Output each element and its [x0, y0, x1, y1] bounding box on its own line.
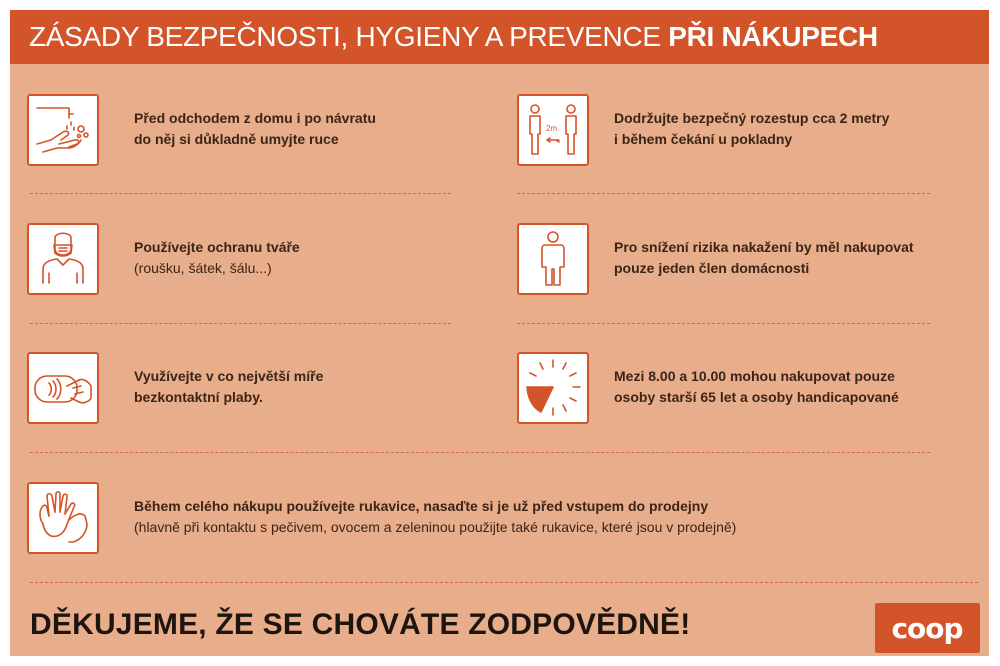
svg-text:coop: coop [891, 612, 963, 645]
svg-text:2m: 2m [546, 124, 558, 133]
thank-you-message: DĚKUJEME, ŽE SE CHOVÁTE ZODPOVĚDNĚ! [30, 608, 691, 641]
rule-text: Dodržujte bezpečný rozestup cca 2 metry i během čekání u pokladny [614, 110, 890, 147]
coop-logo [875, 603, 980, 653]
title-bold: PŘI NÁKUPECH [668, 21, 878, 52]
gloves-icon [27, 482, 99, 554]
divider [30, 323, 451, 324]
divider [517, 193, 930, 194]
divider [30, 193, 451, 194]
rule-text: Využívejte v co největší míře bezkontaktní plaby. [134, 368, 324, 405]
face-mask-icon [27, 223, 99, 295]
divider [30, 452, 930, 453]
contactless-payment-icon [27, 352, 99, 424]
rule-text: Během celého nákupu používejte rukavice, nasaďte si je už před vstupem do prodejny (hlavně při kontaktu s pečivem, ovocem a zeleninou použijte také rukavice, které jsou v prodejně) [134, 498, 737, 535]
title-regular: ZÁSADY BEZPEČNOSTI, HYGIENY A PREVENCE [29, 21, 661, 52]
divider [30, 582, 978, 583]
poster-header [10, 10, 989, 64]
person-icon [517, 223, 589, 295]
poster [10, 10, 989, 656]
rule-text: Před odchodem z domu i po návratu do něj si důkladně umyjte ruce [134, 110, 376, 147]
rule-text: Mezi 8.00 a 10.00 mohou nakupovat pouze osoby starší 65 let a osoby handicapované [614, 368, 899, 405]
handwashing-icon [27, 94, 99, 166]
divider [517, 323, 930, 324]
rule-text: Pro snížení rizika nakažení by měl nakupovat pouze jeden člen domácnosti [614, 239, 914, 276]
clock-icon [517, 352, 589, 424]
distance-icon [517, 94, 589, 166]
rule-text: Používejte ochranu tváře (roušku, šátek, šálu...) [134, 239, 300, 276]
